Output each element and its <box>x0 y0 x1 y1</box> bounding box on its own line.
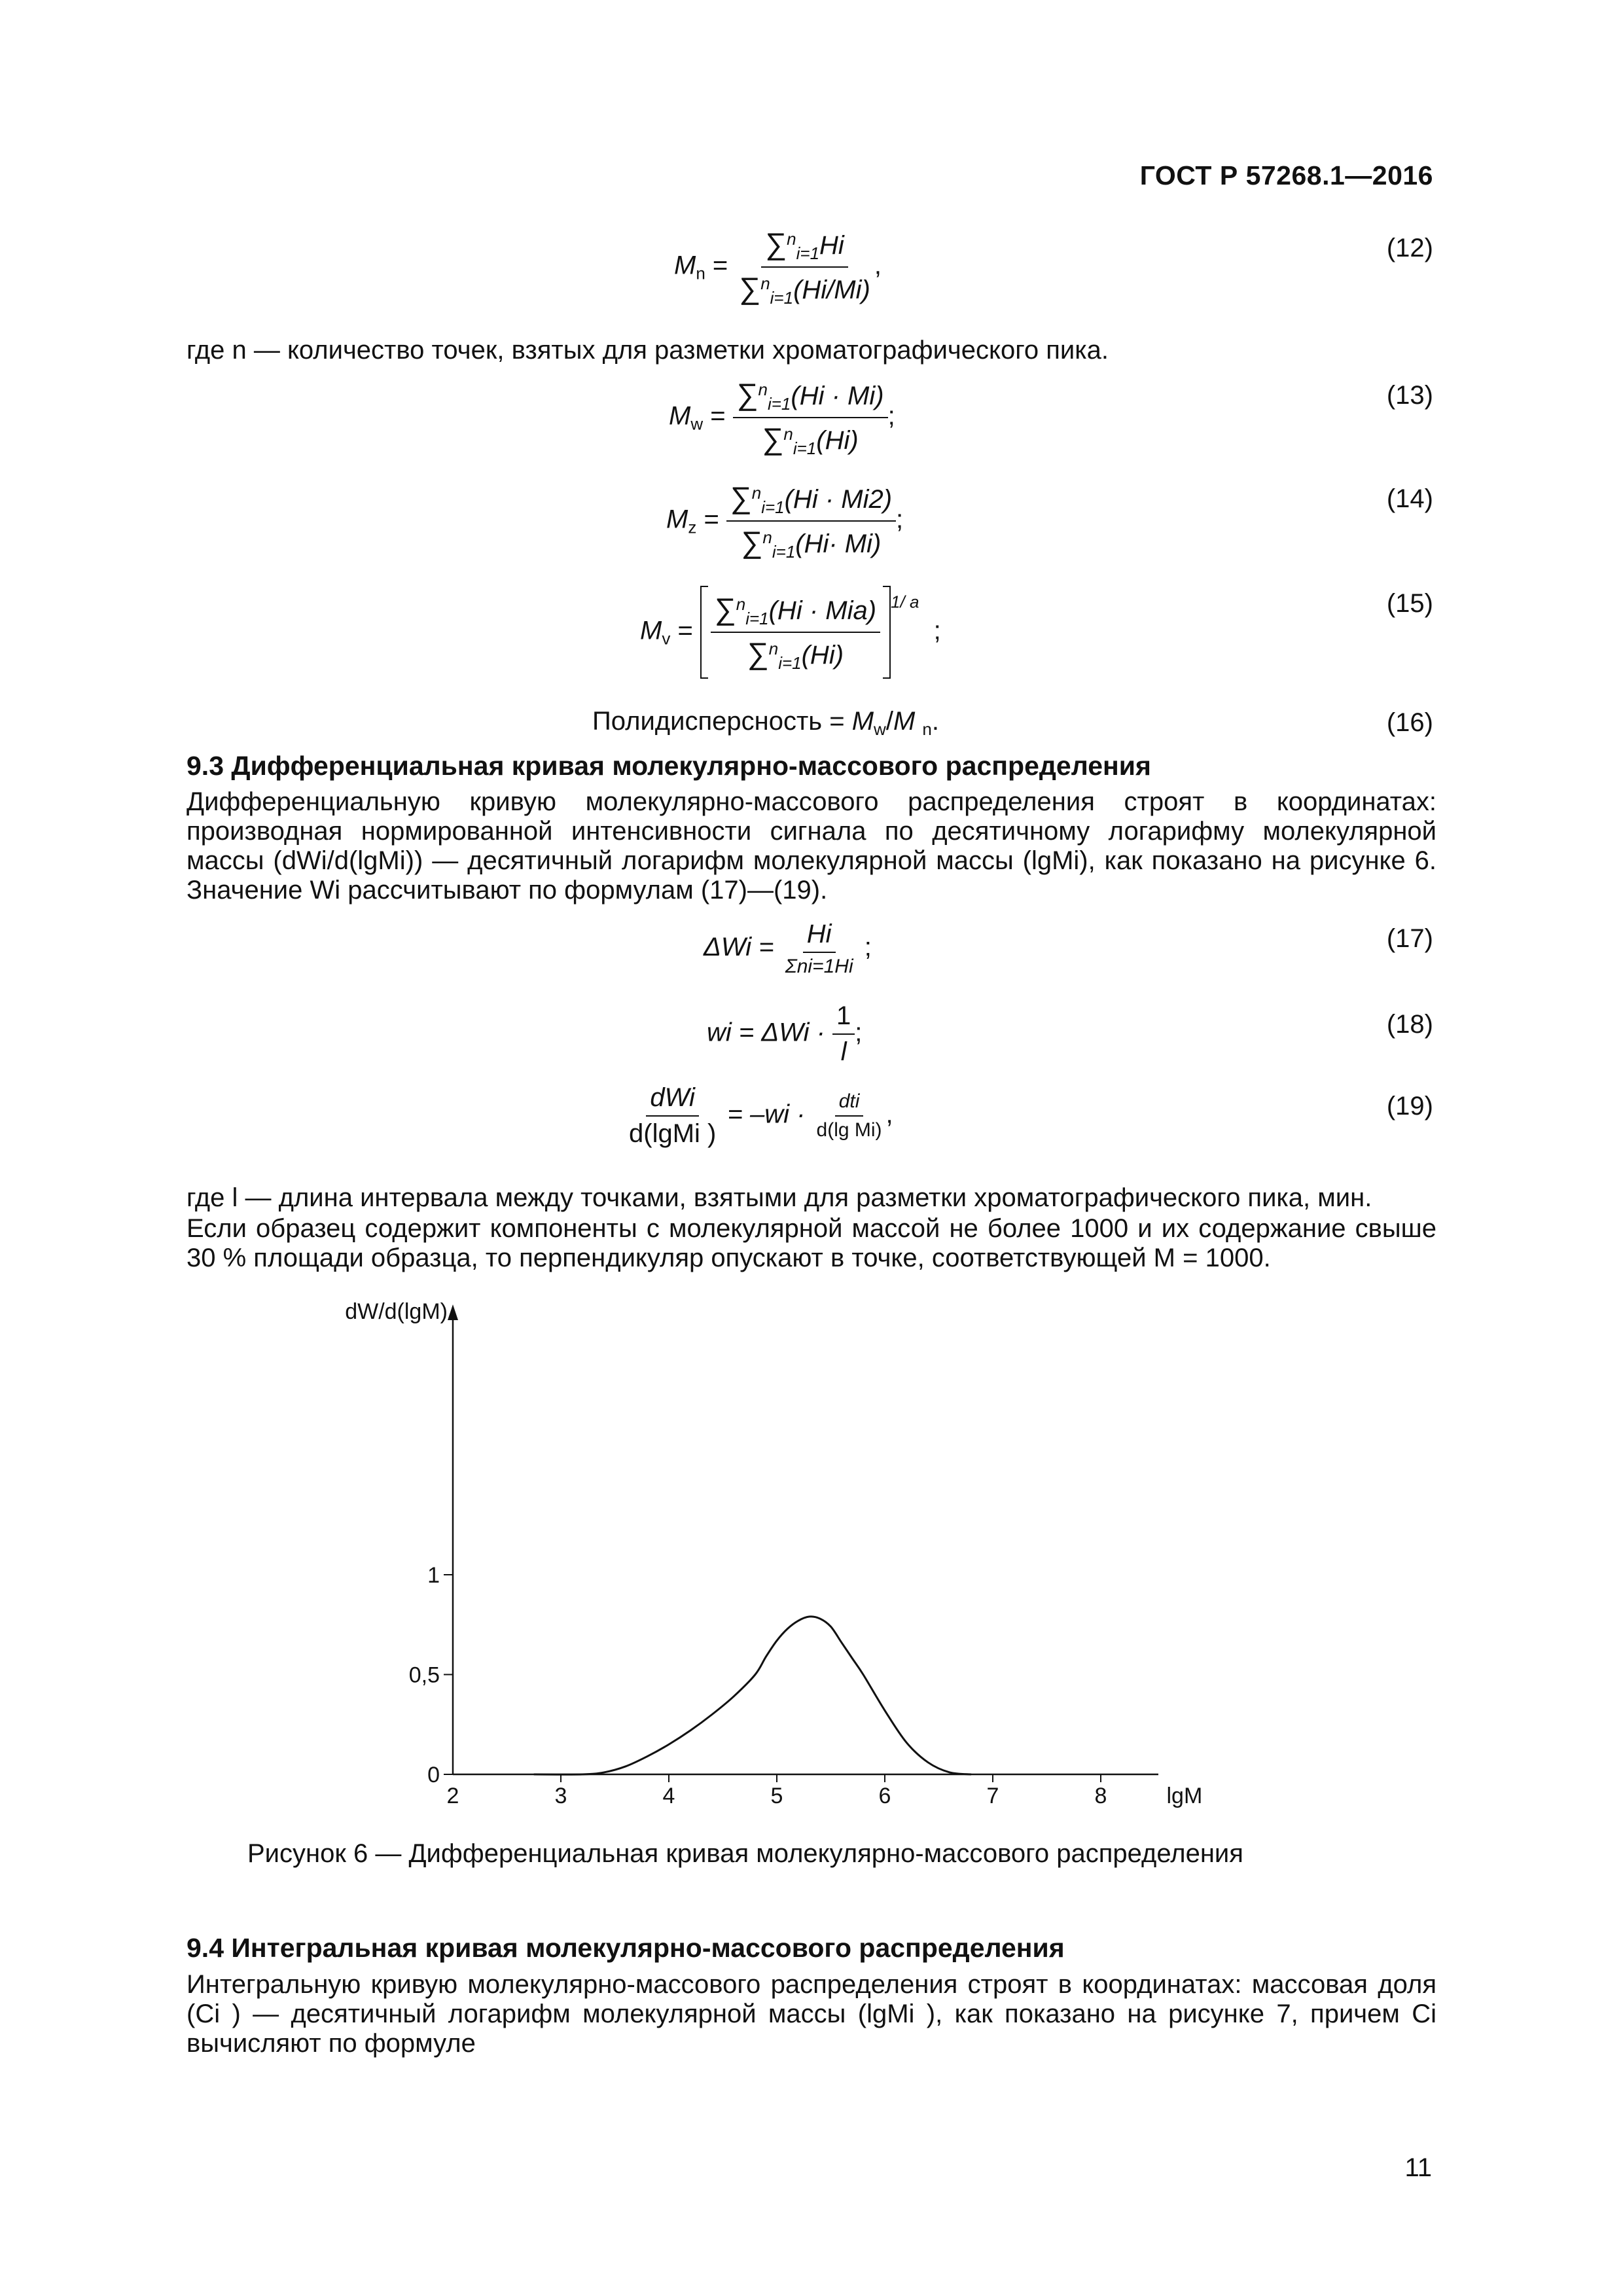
x-tick-label: 6 <box>878 1784 891 1808</box>
eq19-lhs-fraction <box>625 1083 720 1149</box>
section-9-4-para-text: Интегральную кривую молекулярно-массового распределения строят в координатах: массовая доля (Ci ) — десятичный логарифм молекулярной массы (lgMi ), как показано на рисунке 7, причем Ci вычисляют по формуле <box>187 1970 1436 2058</box>
eq18-denominator: l <box>840 1037 847 1066</box>
equation-16 <box>592 707 939 740</box>
eq17-numerator: Hi <box>803 920 836 953</box>
eq14-number: (14) <box>1386 484 1433 513</box>
eq15-lhs: M <box>640 616 662 645</box>
eq12-tail: , <box>874 251 882 280</box>
eq14-denominator: (Hi· Mi) <box>795 529 882 558</box>
eq15-tail: ; <box>933 616 941 645</box>
eq19-number: (19) <box>1386 1092 1433 1121</box>
eq16-number: (16) <box>1386 708 1433 737</box>
eq18-fraction <box>832 1001 855 1067</box>
eq18-numerator: 1 <box>832 1001 855 1035</box>
y-tick-label: 0,5 <box>408 1662 440 1688</box>
eq17-fraction <box>781 920 857 978</box>
eq13-lhs: M <box>669 401 691 431</box>
eq16-m1-sub: w <box>874 719 886 739</box>
eq13-fraction: $\frac{\sum^n_{i=1}(Hi \cdot Mi)}{\sum^n_{i=1}(Hi)}$ <box>733 376 888 459</box>
x-tick-label: 3 <box>554 1784 567 1808</box>
eq16-slash: / <box>885 707 893 736</box>
eq16-m2: M <box>893 707 916 736</box>
x-tick-label: 4 <box>662 1784 675 1808</box>
equation-17 <box>704 920 872 978</box>
section-9-4-title: 9.4 Интегральная кривая молекулярно-массового распределения <box>187 1933 1065 1963</box>
eq17-denominator: Σni=1Hi <box>785 956 853 977</box>
eq14-lhs: M <box>666 505 688 534</box>
y-axis-label: dW/d(lgM) <box>345 1299 448 1324</box>
eq12-fraction: $\frac{\sum^n_{i=1}Hi}{\sum^n_{i=1}(Hi/Mi)}$ <box>739 226 870 308</box>
equation-15: $M_v$ = $\frac{\sum^n_{i=1}(Hi \cdot Mia)}{\sum^n_{i=1}(Hi)}$ $^{1/ a}$ ; <box>640 586 941 679</box>
equation-12: $M_n$ = $\frac{\sum^n_{i=1}Hi}{\sum^n_{i=1}(Hi/Mi)}$ , <box>674 226 882 308</box>
section-9-3-paragraph <box>187 787 1436 905</box>
y-tick-label: 0 <box>427 1763 440 1787</box>
eq19-rhs-fraction <box>813 1090 886 1141</box>
eq19-rhs-numerator: dti <box>835 1090 864 1117</box>
eq12-number: (12) <box>1386 234 1433 262</box>
figure-6-caption: Рисунок 6 — Дифференциальная кривая молекулярно-массового распределения <box>247 1839 1243 1868</box>
eq19-tail: , <box>885 1100 893 1129</box>
section-9-3-paragraph-2 <box>187 1214 1436 1273</box>
eq13-denominator: (Hi) <box>816 426 859 455</box>
eq15-lhs-sub: v <box>662 628 671 649</box>
eq18-tail: ; <box>855 1018 863 1047</box>
distribution-curve <box>534 1617 971 1774</box>
eq18-number: (18) <box>1386 1010 1433 1039</box>
equation-19 <box>625 1083 893 1149</box>
eq17-tail: ; <box>864 933 872 962</box>
eq16-label: Полидисперсность = <box>592 707 852 736</box>
eq13-number: (13) <box>1386 381 1433 410</box>
y-tick-label: 1 <box>427 1563 440 1588</box>
eq15-numerator: (Hi · Mia) <box>768 596 877 625</box>
figure-6-chart <box>314 1299 1270 1829</box>
eq15-number: (15) <box>1386 589 1433 618</box>
section-9-3-para1-text: Дифференциальную кривую молекулярно-массового распределения строят в координатах: производная нормированной интенсивности сигнала по десятичному логарифму молекулярной массы (dWi/d(lgMi)) — десятичный логарифм молекулярной массы (lgMi), как показано на рисунке 6. Значение Wi рассчитывают по формулам (17)—(19). <box>187 787 1436 905</box>
eq13-tail: ; <box>887 401 895 431</box>
eq13-lhs-sub: w <box>690 414 704 434</box>
equation-18 <box>707 1001 862 1067</box>
eq12-lhs: M <box>674 251 696 280</box>
x-tick-label: 8 <box>1094 1784 1107 1808</box>
x-tick-label: 7 <box>986 1784 999 1808</box>
eq14-lhs-sub: z <box>688 517 697 537</box>
eq15-fraction: $\frac{\sum^n_{i=1}(Hi \cdot Mia)}{\sum^n_{i=1}(Hi)}$ <box>711 591 880 673</box>
equation-13: $M_w$ = $\frac{\sum^n_{i=1}(Hi \cdot Mi)}{\sum^n_{i=1}(Hi)}$ ; <box>669 377 895 458</box>
eq18-lhs: wi = ΔWi · <box>707 1018 825 1047</box>
x-axis-label: lgM <box>1166 1784 1203 1808</box>
eq19-rhs-denominator: d(lg Mi) <box>816 1119 882 1141</box>
eq16-m2-sub: n <box>922 719 932 739</box>
eq19-lhs-numerator: dWi <box>646 1083 699 1117</box>
eq17-lhs: ΔWi = <box>704 933 774 962</box>
equation-14: $M_z$ = $\frac{\sum^n_{i=1}(Hi \cdot Mi2)}{\sum^n_{i=1}(Hi\cdot Mi)}$ ; <box>666 480 904 562</box>
where-l-text: где l — длина интервала между точками, взятыми для разметки хроматографического пика, мин. <box>187 1183 1372 1212</box>
document-header: ГОСТ Р 57268.1—2016 <box>1139 160 1433 190</box>
x-tick-label: 5 <box>770 1784 783 1808</box>
section-9-4-paragraph <box>187 1970 1436 2058</box>
eq14-tail: ; <box>896 505 904 534</box>
eq16-m1: M <box>851 707 874 736</box>
eq15-power: 1/ a <box>891 592 919 612</box>
y-axis-arrow-icon <box>448 1304 458 1320</box>
x-tick-label: 2 <box>446 1784 459 1808</box>
section-9-3-para2-text: Если образец содержит компоненты с молекулярной массой не более 1000 и их содержание свыше 30 % площади образца, то перпендикуляр опускают в точке, соответствующей M = 1000. <box>187 1214 1436 1272</box>
eq15-denominator: (Hi) <box>801 641 844 670</box>
eq17-number: (17) <box>1386 924 1433 953</box>
eq13-numerator: (Hi · Mi) <box>791 382 884 410</box>
eq19-lhs-denominator: d(lgMi ) <box>629 1119 717 1148</box>
eq19-middle: = –wi · <box>727 1100 806 1129</box>
eq16-tail: . <box>931 707 939 736</box>
eq14-fraction: $\frac{\sum^n_{i=1}(Hi \cdot Mi2)}{\sum^n_{i=1}(Hi\cdot Mi)}$ <box>726 480 896 562</box>
eq12-lhs-sub: n <box>696 263 705 283</box>
eq14-numerator: (Hi · Mi2) <box>784 485 893 514</box>
section-9-3-title: 9.3 Дифференциальная кривая молекулярно-массового распределения <box>187 751 1151 781</box>
eq12-denominator: (Hi/Mi) <box>793 276 870 304</box>
eq12-numerator: Hi <box>819 231 844 260</box>
eq15-brackets <box>700 586 891 679</box>
page-number: 11 <box>1404 2153 1432 2182</box>
eq12-where: где n — количество точек, взятых для разметки хроматографического пика. <box>187 336 1109 365</box>
